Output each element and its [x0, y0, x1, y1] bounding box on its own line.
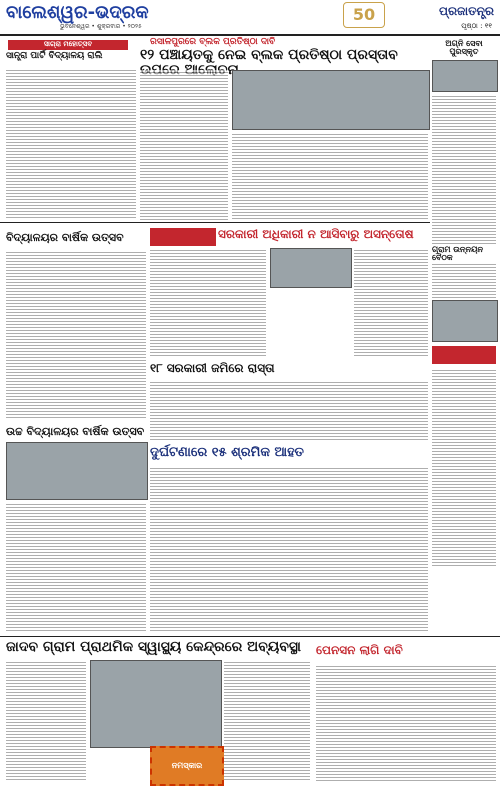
divider — [0, 222, 430, 223]
officials-photo — [270, 248, 352, 288]
pension-body — [316, 664, 496, 782]
dateline: ଭୁବନେଶ୍ୱର • ଶୁକ୍ରବାର • ୨୦୨୫ — [60, 23, 142, 30]
health-body-2 — [224, 660, 310, 782]
divider-bottom — [0, 636, 500, 637]
newspaper-logo: ପ୍ରଜାତନ୍ତ୍ର — [438, 4, 494, 18]
page-number: ପୃଷ୍ଠା : ୧୧ — [461, 22, 492, 30]
school-annual-headline: ବିଦ୍ୟାଳୟର ବାର୍ଷିକ ଉତ୍ସବ — [6, 231, 124, 244]
road-headline: ୧୮ ସରକାରୀ ଜମିରେ ରାସ୍ତା — [150, 361, 275, 375]
right-top-headline: ଅଗ୍ନି ସେବା ପୁରସ୍କୃତ — [445, 39, 483, 57]
health-body-1 — [6, 660, 86, 782]
top-main-headline: ୧୨ ପଞ୍ଚାୟତକୁ ନେଇ ବ୍ଲକ ପ୍ରତିଷ୍ଠା ପ୍ରସ୍ତାବ — [140, 47, 398, 63]
accident-headline: ଦୁର୍ଘଟଣାରେ ୧୫ ଶ୍ରମିକ ଆହତ — [150, 445, 304, 460]
top-left-headline: ସାନ୍ତ୍ରା ପାର୍ଟି ବିଦ୍ୟାଳୟ ରାଲି — [6, 51, 103, 61]
dev-meeting-photo — [432, 300, 498, 342]
top-main-body-1 — [140, 70, 228, 220]
right-mid-kicker — [432, 346, 496, 364]
right-top-photo — [432, 60, 498, 92]
anniversary-logo: 50 — [343, 2, 385, 28]
advertisement: ନମସ୍କାର — [150, 746, 224, 786]
officials-headline: ସରକାରୀ ଅଧିକାରୀ ନ ଆସିବାରୁ ଅସନ୍ତୋଷ — [218, 227, 414, 241]
top-main-kicker: ରସାଳପୁରରେ ବ୍ଲକ ପ୍ରତିଷ୍ଠା ଦାବି — [150, 37, 276, 47]
accident-body — [150, 466, 428, 632]
officials-kicker — [150, 228, 216, 246]
health-centre-photo — [90, 660, 222, 748]
officials-body-1 — [150, 248, 266, 358]
top-main-body-2 — [232, 132, 428, 220]
right-top-body — [432, 94, 496, 244]
top-left-kicker: ସାଗ୍ରା ମହୋତ୍ସବ — [8, 40, 128, 50]
edition-name: ବାଲେଶ୍ୱର-ଭଦ୍ରକ — [6, 2, 149, 23]
dev-meeting-headline: ଗ୍ରାମ ଉନ୍ନୟନ ବୈଠକ — [432, 245, 484, 263]
meeting-photo — [232, 70, 430, 130]
school-annual-body — [6, 250, 146, 420]
college-annual-headline: ଉଚ୍ଚ ବିଦ୍ୟାଳୟର ବାର୍ଷିକ ଉତ୍ସବ — [6, 425, 145, 438]
college-annual-body — [6, 502, 146, 632]
college-annual-photo — [6, 442, 148, 500]
health-centre-headline: ଜାଦବ ଗ୍ରାମ ପ୍ରାଥମିକ ସ୍ୱାସ୍ଥ୍ୟ କେନ୍ଦ୍ରରେ ଅବ୍ୟବସ୍ଥା — [6, 639, 301, 655]
officials-body-2 — [354, 248, 428, 358]
top-left-body — [6, 68, 136, 218]
dev-meeting-body — [432, 262, 496, 298]
right-mid-body — [432, 368, 496, 568]
pension-headline: ପେନସନ ଲାଗି ଦାବି — [316, 643, 403, 657]
masthead — [0, 0, 500, 36]
road-body — [150, 380, 428, 440]
